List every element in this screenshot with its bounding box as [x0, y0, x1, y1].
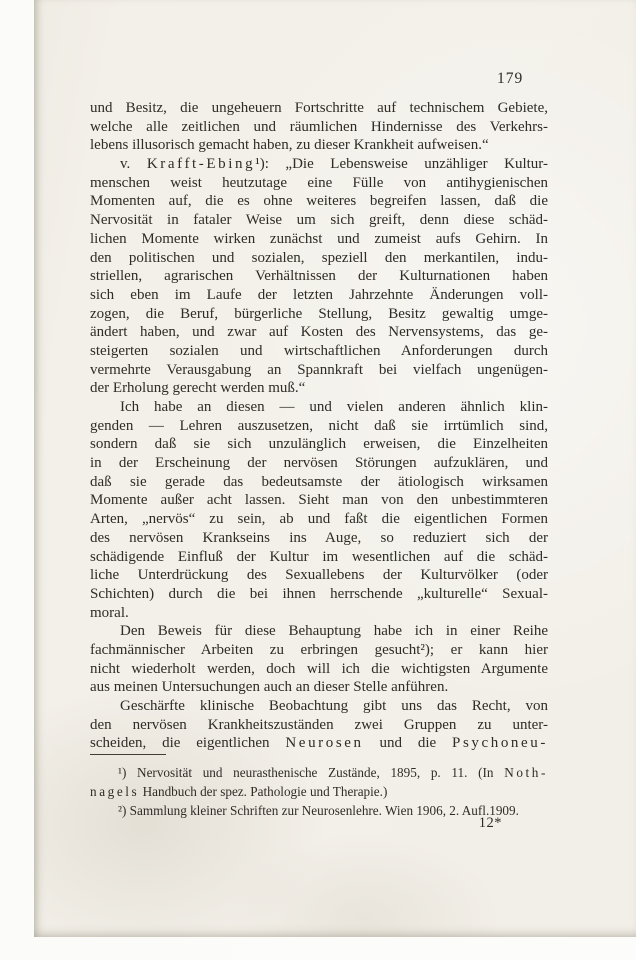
text-line: [90, 454, 548, 473]
text-line: [90, 697, 548, 716]
text-segment: den nervösen Krankheitszuständen zwei Gruppen zu unter-: [90, 716, 548, 733]
text-line: [90, 529, 548, 548]
text-line: [90, 136, 548, 155]
text-segment: ²) Sammlung kleiner Schriften zur Neurosenlehre. Wien 1906, 2. Aufl.1909.: [118, 803, 519, 819]
text-segment: Den Beweis für diese Behauptung habe ich in einer Reihe: [120, 623, 548, 640]
text-segment: in der Erscheinung der nervösen Störungen aufzuklären, und: [90, 455, 548, 472]
text-segment: schädigende Einfluß der Kultur im wesentlichen auf die schäd-: [90, 548, 548, 565]
text-line: [90, 491, 548, 510]
text-segment: ¹) Nervosität und neurasthenische Zustände, 1895, p. 11. (In: [118, 765, 505, 780]
letterspaced-text: Noth-: [504, 765, 548, 780]
text-segment: Schichten) durch die bei ihnen herrschende „kulturelle“ Sexual-: [90, 585, 548, 602]
text-line: [90, 678, 548, 697]
text-segment: Nervosität in fataler Weise um sich greift, denn diese schäd-: [90, 212, 548, 229]
text-segment: v.: [120, 156, 147, 173]
body-text: [90, 99, 548, 753]
text-segment: und Besitz, die ungeheuern Fortschritte auf technischem Gebiete,: [90, 100, 548, 116]
text-line: [90, 548, 548, 567]
text-line: [90, 660, 548, 679]
text-segment: lebens illusorisch gemacht haben, zu dieser Krankheit aufweisen.“: [90, 137, 489, 154]
text-line: [90, 361, 548, 380]
text-segment: aus meinen Untersuchungen auch an dieser Stelle anführen.: [90, 679, 449, 696]
text-line: [90, 379, 548, 398]
text-segment: Handbuch der spez. Pathologie und Therapie.): [139, 784, 388, 800]
text-segment: der Erholung gerecht werden muß.“: [90, 380, 306, 397]
page-number: 179: [497, 70, 524, 87]
text-segment: welche alle zeitlichen und räumlichen Hindernisse des Verkehrs-: [90, 118, 548, 135]
text-line: [90, 99, 548, 118]
text-segment: Momenten auf, die es ohne weiteres begreifen lassen, daß die: [90, 193, 548, 210]
text-line: [90, 398, 548, 417]
text-segment: steigerten sozialen und wirtschaftlichen Anforderungen durch: [90, 342, 548, 359]
letterspaced-text: Psychoneu-: [452, 735, 548, 752]
text-segment: nicht wiederholt werden, doch will ich die wichtigsten Argumente: [90, 660, 548, 677]
footnote-separator: [90, 754, 166, 755]
text-line: [90, 417, 548, 436]
text-segment: moral.: [90, 604, 129, 621]
text-line: [90, 585, 548, 604]
text-segment: striellen, agrarischen Verhältnissen der Kulturnationen haben: [90, 268, 548, 285]
text-segment: Arten, „nervös“ zu sein, ab und faßt die eigentlichen Formen: [90, 511, 548, 528]
text-line: [90, 118, 548, 137]
text-line: [90, 230, 548, 249]
text-segment: ändert haben, und zwar auf Kosten des Nervensystems, das ge-: [90, 324, 548, 341]
text-segment: daß sie gerade das bedeutsamste der ätiologisch wirksamen: [90, 473, 548, 490]
text-segment: und die: [363, 735, 452, 752]
text-segment: den politischen und sozialen, speziell den merkantilen, indu-: [90, 249, 548, 266]
text-line: [90, 435, 548, 454]
text-segment: fachmännischer Arbeiten zu erbringen gesucht²); er kann hier: [90, 641, 548, 658]
text-segment: liche Unterdrückung des Sexuallebens der Kulturvölker (oder: [90, 567, 548, 584]
text-segment: vermehrte Verausgabung an Spannkraft bei vielfach ungenügen-: [90, 361, 548, 378]
footnotes: [90, 763, 548, 821]
text-line: [90, 716, 548, 735]
text-line: [90, 734, 548, 753]
letterspaced-text: Krafft-Ebing: [146, 156, 256, 173]
text-segment: Momente außer acht lassen. Sieht man von den unbestimmteren: [90, 492, 548, 509]
text-line: [90, 641, 548, 660]
text-line: [90, 267, 548, 286]
text-line: [90, 305, 548, 324]
text-line: [90, 782, 548, 801]
text-segment: scheiden, die eigentlichen: [90, 735, 286, 752]
text-line: [90, 211, 548, 230]
text-line: [90, 192, 548, 211]
text-segment: des nervösen Krankseins ins Auge, so reduziert sich der: [90, 529, 548, 546]
letterspaced-text: Neurosen: [285, 735, 364, 752]
text-line: [90, 566, 548, 585]
text-segment: sondern daß sie sich unzulänglich erweisen, die Einzelheiten: [90, 436, 548, 453]
text-segment: ¹): „Die Lebensweise unzähliger Kultur-: [255, 156, 549, 173]
text-segment: lichen Momente wirken zunächst und zumeist aufs Gehirn. In: [90, 230, 548, 247]
printer-signature: 12*: [478, 815, 502, 831]
text-line: [90, 249, 548, 268]
text-line: [90, 286, 548, 305]
letterspaced-text: nagels: [90, 784, 140, 800]
text-line: [90, 604, 548, 623]
text-line: [90, 473, 548, 492]
text-line: [90, 323, 548, 342]
book-page: [34, 0, 636, 937]
text-line: [90, 763, 548, 782]
text-segment: Ich habe an diesen — und vielen anderen ähnlich klin-: [120, 399, 548, 415]
text-line: [90, 342, 548, 361]
text-segment: genden — Lehren auszusetzen, nicht daß sie irrtümlich sind,: [90, 417, 548, 434]
text-segment: sich eben im Laufe der letzten Jahrzehnte Änderungen voll-: [90, 286, 548, 303]
text-line: [90, 155, 548, 174]
text-line: [90, 622, 548, 641]
text-segment: Geschärfte klinische Beobachtung gibt uns das Recht, von: [120, 698, 548, 714]
text-segment: zogen, die Beruf, bürgerliche Stellung, Besitz gewaltig umge-: [90, 305, 548, 322]
text-segment: menschen weist heutzutage eine Fülle von antihygienischen: [90, 174, 548, 191]
text-line: [90, 174, 548, 193]
text-line: [90, 510, 548, 529]
